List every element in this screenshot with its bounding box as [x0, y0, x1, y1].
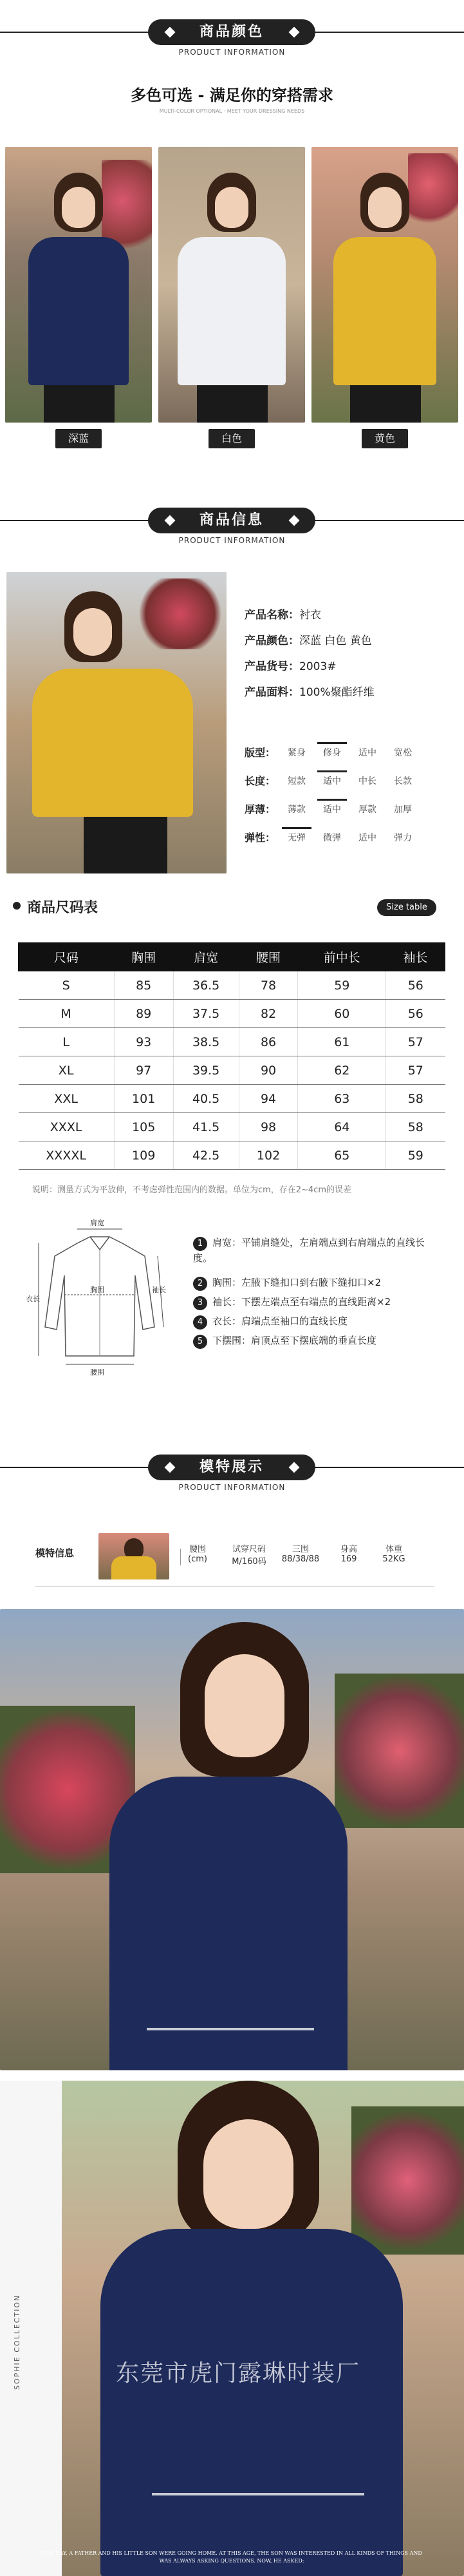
measurement-item: 1 肩宽：平铺肩缝处，左肩端点到右肩端点的直线长度。: [193, 1237, 425, 1264]
table-row: [19, 971, 445, 1000]
attr-row-length: 长度： 短款 适中 中长 长款: [245, 770, 450, 788]
table-cell: XXXL: [19, 1113, 115, 1141]
attr-row-elasticity: 弹性： 无弹 微弹 适中 弹力: [245, 827, 450, 845]
size-col-header: 肩宽: [173, 943, 239, 971]
info-section-subtitle: PRODUCT INFORMATION: [178, 536, 286, 545]
table-cell: 59: [386, 1141, 445, 1170]
table-cell: 64: [298, 1113, 386, 1141]
diagram-label-shoulder: 肩宽: [90, 1219, 104, 1227]
model-thumbnail: [98, 1533, 169, 1579]
table-cell: 57: [386, 1028, 445, 1056]
model-col-measure: 三围 88/38/88: [281, 1545, 320, 1564]
size-col-header: 袖长: [386, 943, 445, 971]
size-col-header: 前中长: [298, 943, 386, 971]
table-cell: 56: [386, 971, 445, 1000]
color-photo-navy: [5, 147, 152, 423]
size-section-title: 商品尺码表: [27, 900, 98, 916]
table-cell: S: [19, 971, 115, 1000]
swatch-label-yellow: 黄色: [362, 429, 408, 448]
model-photo-1: [0, 1609, 464, 2070]
table-cell: 58: [386, 1113, 445, 1141]
table-cell: 63: [298, 1085, 386, 1113]
model-col-weight: 体重 52KG: [382, 1545, 405, 1564]
table-cell: 90: [239, 1056, 298, 1085]
measurement-item: 5 下摆围：肩顶点至下摆底端的垂直长度: [193, 1333, 425, 1349]
table-cell: 78: [239, 971, 298, 1000]
table-row: [19, 1141, 445, 1170]
table-row: [19, 1085, 445, 1113]
swatch-label-white: 白色: [209, 429, 255, 448]
info-section-header: [0, 508, 464, 533]
table-cell: L: [19, 1028, 115, 1056]
table-cell: 58: [386, 1085, 445, 1113]
diagram-label-chest: 胸围: [90, 1286, 104, 1294]
table-cell: 62: [298, 1056, 386, 1085]
size-col-header: 尺码: [19, 943, 115, 971]
table-cell: 101: [114, 1085, 173, 1113]
table-cell: 82: [239, 1000, 298, 1028]
info-section-title: 商品信息: [148, 508, 315, 533]
attr-row-thickness: 厚薄： 薄款 适中 厚款 加厚: [245, 799, 450, 817]
size-table-badge: Size table: [377, 899, 436, 916]
table-cell: 61: [298, 1028, 386, 1056]
table-cell: 102: [239, 1141, 298, 1170]
size-title-dot: [13, 902, 21, 910]
footer-text: ONE DAY, A FATHER AND HIS LITTLE SON WERE GOING HOME. AT THIS AGE, THE SON WAS INTERESTED IN ALL KINDS OF THINGS AND WAS ALWAYS ASKING QUESTIONS. NOW, HE ASKED:: [41, 2550, 422, 2564]
model-col-height: 身高 169: [340, 1545, 357, 1564]
diagram-label-length: 衣长: [26, 1295, 40, 1303]
watermark: 东莞市虎门露琳时装厂: [115, 2360, 360, 2387]
table-row: [19, 1000, 445, 1028]
size-note: 说明：测量方式为平放伸，不考虑弹性范围内的数据。单位为cm，存在2~4cm的误差: [32, 1185, 352, 1195]
colors-section-subtitle: PRODUCT INFORMATION: [178, 48, 286, 57]
table-cell: 59: [298, 971, 386, 1000]
size-table-header-row: [19, 943, 445, 971]
table-cell: 56: [386, 1000, 445, 1028]
table-cell: 105: [114, 1113, 173, 1141]
table-cell: XL: [19, 1056, 115, 1085]
table-cell: M: [19, 1000, 115, 1028]
table-row: [19, 1056, 445, 1085]
table-cell: 94: [239, 1085, 298, 1113]
colors-section-header: [0, 19, 464, 45]
model-col-size: 试穿尺码 M/160码: [232, 1545, 266, 1567]
table-cell: 37.5: [173, 1000, 239, 1028]
measurement-item: 4 衣长：肩端点至袖口的直线长度: [193, 1314, 425, 1330]
side-collection-text: SOPHIE COLLECTION: [13, 2294, 21, 2390]
info-row-fabric: 产品面料：100%聚酯纤维: [245, 686, 375, 699]
table-cell: 42.5: [173, 1141, 239, 1170]
table-cell: 36.5: [173, 971, 239, 1000]
table-cell: 39.5: [173, 1056, 239, 1085]
table-cell: XXL: [19, 1085, 115, 1113]
table-cell: 89: [114, 1000, 173, 1028]
table-cell: XXXXL: [19, 1141, 115, 1170]
color-photo-white: [158, 147, 305, 423]
table-cell: 86: [239, 1028, 298, 1056]
model-section-header: [0, 1455, 464, 1480]
swatch-label-navy: 深蓝: [55, 429, 102, 448]
colors-tagline-small: MULTI-COLOR OPTIONAL · MEET YOUR DRESSING NEEDS: [159, 108, 305, 114]
size-col-header: 腰围: [239, 943, 298, 971]
table-cell: 57: [386, 1056, 445, 1085]
table-row: [19, 1028, 445, 1056]
diagram-label-waist: 腰围: [90, 1368, 104, 1377]
table-cell: 93: [114, 1028, 173, 1056]
model-info-label: 模特信息: [35, 1547, 75, 1559]
table-row: [19, 1113, 445, 1141]
table-cell: 60: [298, 1000, 386, 1028]
table-cell: 38.5: [173, 1028, 239, 1056]
model-photo-2: [0, 2081, 464, 2576]
size-table: [18, 942, 445, 1170]
info-product-photo: [6, 572, 227, 873]
diagram-label-sleeve: 袖长: [152, 1286, 166, 1294]
table-cell: 85: [114, 971, 173, 1000]
model-section-title: 模特展示: [148, 1455, 315, 1480]
attr-row-fit: 版型： 紧身 修身 适中 宽松: [245, 742, 450, 760]
colors-tagline: 多色可选 - 满足你的穿搭需求: [131, 86, 333, 104]
measurement-item: 2 胸围：左腋下缝扣口到右腋下缝扣口×2: [193, 1275, 425, 1291]
garment-diagram: [26, 1217, 174, 1379]
table-cell: 65: [298, 1141, 386, 1170]
table-cell: 41.5: [173, 1113, 239, 1141]
info-row-name: 产品名称：衬衣: [245, 609, 321, 622]
colors-section-title: 商品颜色: [148, 19, 315, 45]
table-cell: 40.5: [173, 1085, 239, 1113]
info-row-sku: 产品货号：2003#: [245, 660, 337, 673]
table-cell: 109: [114, 1141, 173, 1170]
table-cell: 97: [114, 1056, 173, 1085]
info-row-color: 产品颜色：深蓝 白色 黄色: [245, 634, 372, 647]
shirt-outline-icon: [26, 1217, 174, 1379]
table-cell: 98: [239, 1113, 298, 1141]
model-section-subtitle: PRODUCT INFORMATION: [178, 1483, 286, 1492]
size-col-header: 胸围: [114, 943, 173, 971]
model-col-waist: 腰围 (cm): [188, 1545, 207, 1564]
measurement-item: 3 袖长：下摆左端点至右端点的直线距离×2: [193, 1295, 425, 1310]
color-photo-yellow: [311, 147, 458, 423]
